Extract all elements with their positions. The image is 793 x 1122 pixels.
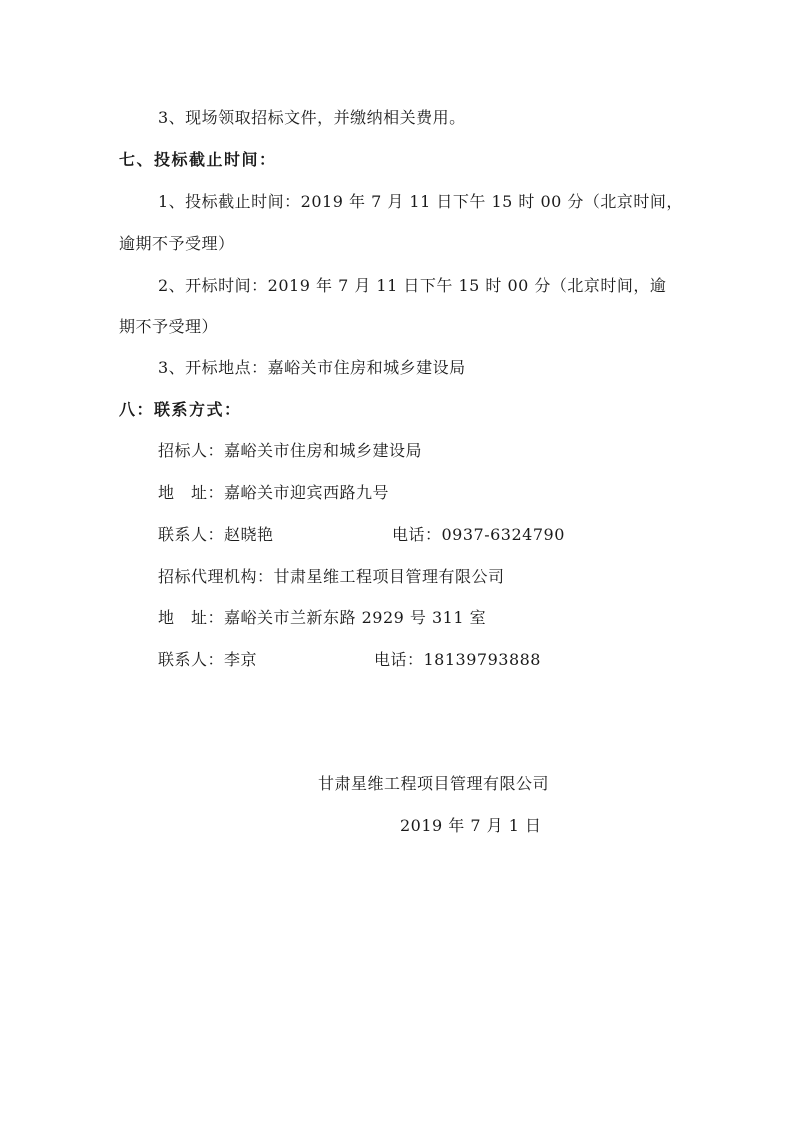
tenderer-contact-person: 联系人：赵晓艳 — [158, 525, 274, 544]
agent-name: 招标代理机构：甘肃星维工程项目管理有限公司 — [158, 567, 505, 586]
tenderer-address: 地 址：嘉峪关市迎宾西路九号 — [158, 483, 390, 502]
section7-item2-line1: 2、开标时间：2019 年 7 月 11 日下午 15 时 00 分（北京时间，逾 — [158, 276, 667, 295]
section7-item2-line2: 期不予受理） — [119, 317, 219, 336]
section7-item1-line2: 逾期不予受理） — [119, 234, 235, 253]
section6-item3: 3、现场领取招标文件，并缴纳相关费用。 — [158, 108, 466, 127]
agent-contact-person: 联系人：李京 — [158, 650, 258, 669]
section7-item1-line1: 1、投标截止时间：2019 年 7 月 11 日下午 15 时 00 分（北京时间， — [158, 192, 683, 211]
section8-heading: 八：联系方式： — [119, 400, 242, 419]
agent-address: 地 址：嘉峪关市兰新东路 2929 号 311 室 — [158, 608, 487, 627]
tenderer-phone: 电话：0937-6324790 — [392, 525, 565, 544]
tenderer-name: 招标人：嘉峪关市住房和城乡建设局 — [158, 441, 423, 460]
signature-company: 甘肃星维工程项目管理有限公司 — [318, 774, 550, 793]
section7-heading: 七、投标截止时间： — [119, 150, 277, 169]
section7-item3: 3、开标地点：嘉峪关市住房和城乡建设局 — [158, 358, 466, 377]
agent-phone: 电话：18139793888 — [374, 650, 541, 669]
signature-date: 2019 年 7 月 1 日 — [400, 816, 542, 835]
